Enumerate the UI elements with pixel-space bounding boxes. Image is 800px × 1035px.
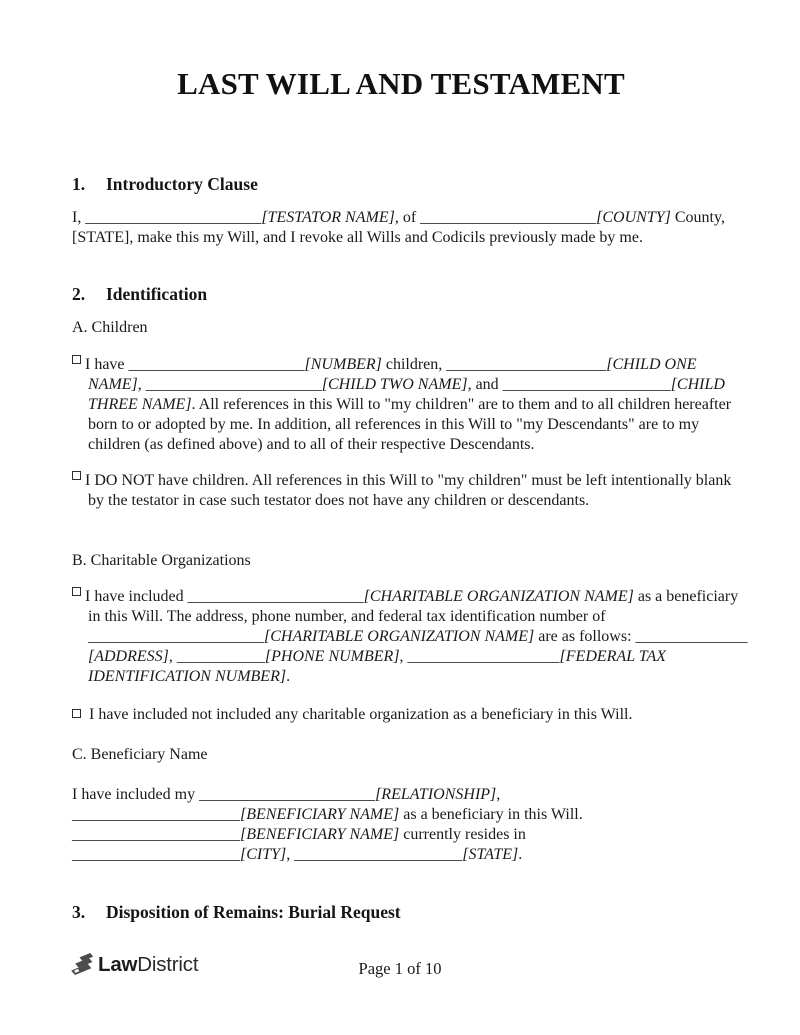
placeholder-text: [RELATIONSHIP] (375, 786, 497, 803)
text-segment: [STATE], make this my Will, and I revoke all Wills and Codicils previously made by me. (72, 229, 643, 246)
fill-in-blank: _____________________ (72, 826, 240, 843)
option-paragraph-no-charity (72, 705, 730, 725)
text-segment: . All references in this Will to "my children" are to them and to all children hereafter (191, 396, 732, 413)
placeholder-text: [NUMBER] (304, 356, 382, 373)
placeholder-text: [CHILD (670, 376, 725, 393)
brand-law: Law (98, 952, 138, 976)
fill-in-blank: ______________________ (187, 588, 364, 605)
text-segment: , (168, 648, 177, 665)
fill-in-blank: ______________________ (85, 209, 262, 226)
text-segment: as a beneficiary in this Will. (399, 806, 583, 823)
option-paragraph-have-children (72, 355, 730, 455)
text-segment: I, (72, 209, 86, 226)
text-line (85, 471, 732, 491)
text-line (88, 647, 730, 667)
placeholder-text: [STATE] (462, 846, 519, 863)
text-segment: I have included not included any charitable organization as a beneficiary in this Will. (89, 706, 633, 723)
text-segment: , and (467, 376, 503, 393)
placeholder-text: [COUNTY] (596, 209, 671, 226)
section-number: 2. (72, 284, 86, 304)
placeholder-text: [BENEFICIARY NAME] (240, 806, 400, 823)
text-segment: as a beneficiary (633, 588, 739, 605)
text-line (72, 208, 730, 228)
placeholder-text: NAME] (88, 376, 138, 393)
text-line (88, 667, 730, 687)
section-title: Introductory Clause (106, 174, 258, 194)
page-number: Page 1 of 10 (358, 959, 442, 978)
text-line (88, 375, 730, 395)
checkbox-icon[interactable] (72, 709, 81, 718)
fill-in-blank: ______________________ (199, 786, 376, 803)
text-line (88, 435, 730, 455)
placeholder-text: [CHARITABLE ORGANIZATION NAME] (264, 628, 535, 645)
placeholder-text: [CITY] (240, 846, 287, 863)
text-line (88, 415, 730, 435)
fill-in-blank: ______________________ (145, 376, 322, 393)
fill-in-blank: ______________________ (128, 356, 305, 373)
text-segment: I DO NOT have children. All references in this Will to "my children" must be left intentionally blank (85, 472, 732, 489)
text-line (88, 395, 730, 415)
text-line (72, 845, 730, 865)
text-segment: , (496, 786, 501, 803)
fill-in-blank: ___________ (176, 648, 265, 665)
fill-in-blank: _____________________ (72, 846, 240, 863)
text-segment: children (as defined above) and to all of their respective Descendants. (88, 436, 535, 453)
subheading-beneficiary-name: C. Beneficiary Name (72, 746, 208, 763)
document-title: LAST WILL AND TESTAMENT (177, 66, 625, 101)
placeholder-text: [CHILD TWO NAME] (321, 376, 468, 393)
text-segment: in this Will. The address, phone number, and federal tax identification number of (88, 608, 606, 625)
text-line (85, 355, 730, 375)
text-line (72, 228, 730, 248)
text-segment: , (137, 376, 146, 393)
section-title: Identification (106, 284, 208, 304)
placeholder-text: [CHARITABLE ORGANIZATION NAME] (363, 588, 634, 605)
brand-district: District (137, 952, 199, 976)
section-number: 3. (72, 902, 86, 922)
text-segment: children, (381, 356, 447, 373)
introductory-paragraph (72, 208, 730, 248)
text-line (72, 805, 730, 825)
placeholder-text: [FEDERAL TAX (559, 648, 667, 665)
placeholder-text: [CHILD ONE (606, 356, 697, 373)
checkbox-icon[interactable] (72, 587, 81, 596)
text-line (72, 825, 730, 845)
fill-in-blank: ______________________ (88, 628, 264, 645)
text-line (88, 607, 730, 627)
placeholder-text: [ADDRESS] (88, 648, 169, 665)
checkbox-icon[interactable] (72, 355, 81, 364)
section-title: Disposition of Remains: Burial Request (106, 902, 401, 922)
fill-in-blank: _____________________ (72, 806, 240, 823)
section-number: 1. (72, 174, 86, 194)
text-line (85, 587, 739, 607)
text-line (88, 491, 730, 511)
text-segment: are as follows: (534, 628, 636, 645)
text-segment: by the testator in case such testator does not have any children or descendants. (88, 492, 590, 509)
text-segment: County, (670, 209, 725, 226)
option-paragraph-charity-included (72, 587, 748, 687)
fill-in-blank: ____________________ (446, 356, 607, 373)
fill-in-blank: ___________________ (407, 648, 560, 665)
text-segment: . (286, 668, 291, 685)
subheading-charitable-organizations: B. Charitable Organizations (72, 552, 251, 569)
text-line (88, 627, 748, 647)
text-segment: born to or adopted by me. In addition, all references in this Will to "my Descendants" are to my (88, 416, 700, 433)
text-line (72, 785, 730, 805)
text-segment: , of (394, 209, 421, 226)
section-heading-disposition-of-remains (72, 901, 730, 923)
placeholder-text: [BENEFICIARY NAME] (240, 826, 400, 843)
placeholder-text: [TESTATOR NAME] (261, 209, 395, 226)
text-segment: currently resides in (399, 826, 526, 843)
text-segment: , (399, 648, 408, 665)
option-paragraph-no-children (72, 471, 730, 511)
beneficiary-paragraph (72, 785, 730, 865)
placeholder-text: THREE NAME] (88, 396, 192, 413)
text-segment: I have (85, 356, 129, 373)
text-segment: , (286, 846, 295, 863)
checkbox-icon[interactable] (72, 471, 81, 480)
placeholder-text: IDENTIFICATION NUMBER] (88, 668, 287, 685)
subheading-children: A. Children (72, 319, 148, 336)
fill-in-blank: ______________________ (420, 209, 597, 226)
fill-in-blank: _____________________ (294, 846, 463, 863)
text-segment: . (518, 846, 523, 863)
fill-in-blank: _____________________ (502, 376, 671, 393)
placeholder-text: [PHONE NUMBER] (264, 648, 400, 665)
text-line (72, 705, 730, 725)
text-segment: I have included my (72, 786, 200, 803)
fill-in-blank: ______________ (635, 628, 748, 645)
section-heading-identification (72, 283, 730, 305)
section-heading-introductory-clause (72, 173, 730, 195)
text-segment: I have included (85, 588, 188, 605)
document-body (72, 0, 748, 923)
